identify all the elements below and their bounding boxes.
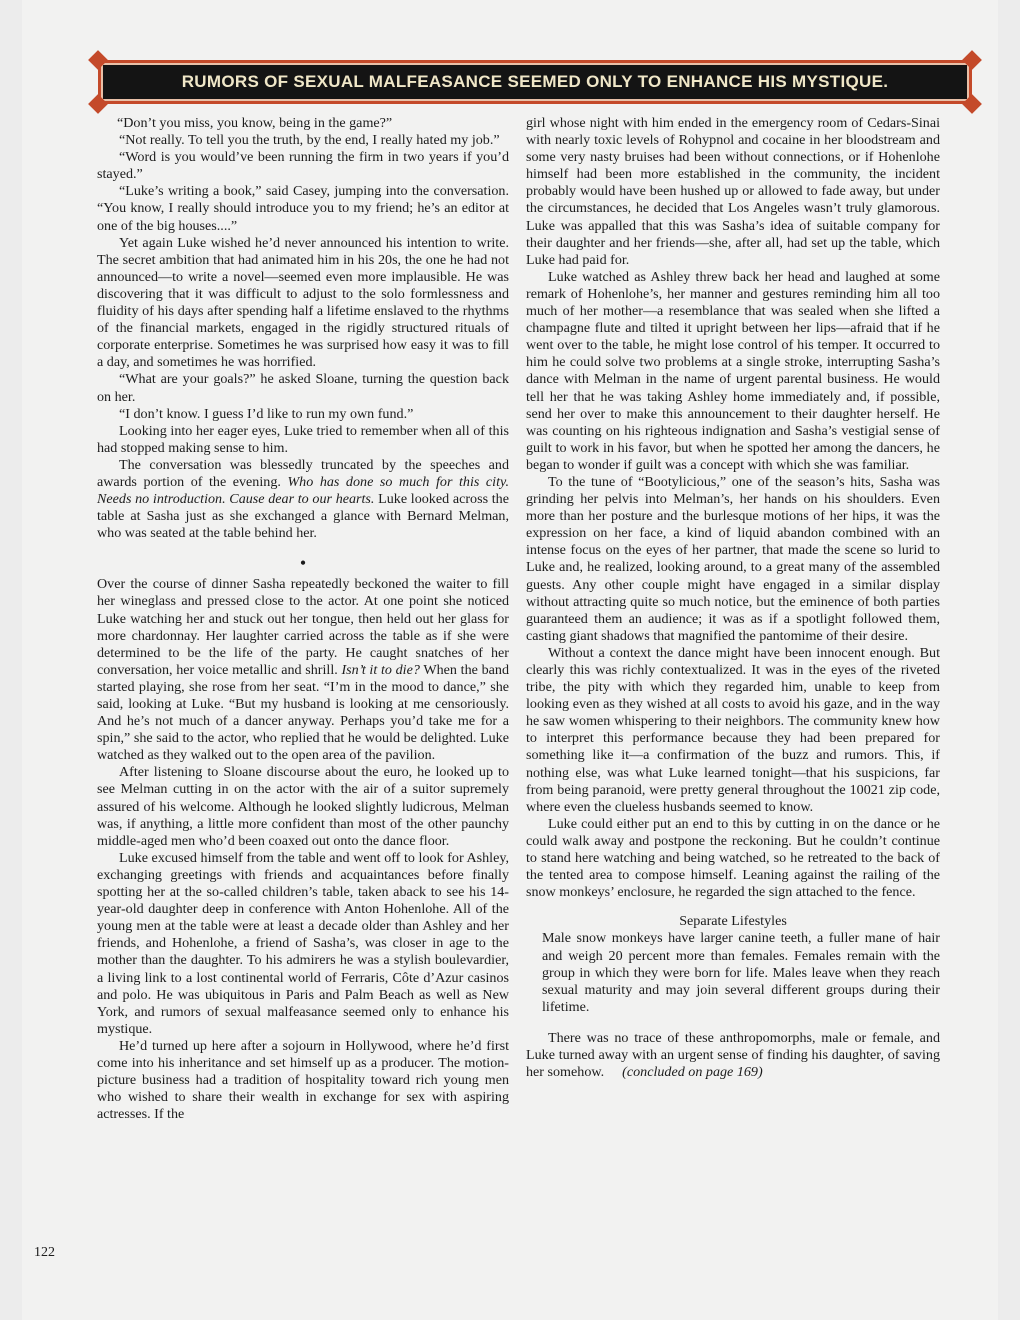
paragraph: To the tune of “Bootylicious,” one of the season’s hits, Sasha was grinding her pelvis into Melman’s, her hands on his shoulders. Even more than her posture and the burlesque motions of her hips, it was the expression on her face, a kind of liquid abandon combined with an intense focus on the eyes of her partner, that made the scene so lurid to Luke and, he realized, looking around, to a great many of the assembled guests. Any other couple might have engaged in a similar display without attracting quite so much notice, but the eminence of both parties guaranteed them an audience; it was as if a spotlight followed them, casting giant shadows that magnified the pantomime of their desire. xyxy=(526,473,940,644)
paragraph: Without a context the dance might have been innocent enough. But clearly this was richly contextualized. It was in the eyes of the riveted tribe, the pity with which they regarded him, unable to keep from looking even as they wished at all costs to avoid his gaze, and in the way he saw women whispering to their neighbors. The community knew how to interpret this performance because they had been prepared for something like it—a confirmation of the buzz and rumors. This, if nothing else, was what Luke learned tonight—that his suspicions, far from being paranoid, were pretty general throughout the 10021 zip code, where even the clueless husbands seemed to know. xyxy=(526,644,940,815)
paragraph: He’d turned up here after a sojourn in Hollywood, where he’d first come into his inheritance and set himself up as a producer. The motion-picture business had a tradition of hospitality toward rich young men who wished to share their wealth in exchange for sex with aspiring actresses. If the xyxy=(97,1037,509,1123)
closing-paragraph xyxy=(526,1030,940,1081)
italic-speech-fragments: Who has done so much for this city. Needs no introduction. Cause dear to our hearts. xyxy=(97,473,509,508)
paragraph: Yet again Luke wished he’d never announced his intention to write. The secret ambition that had animated him in his 20s, the one he had not announced—to write a novel—seemed even more implausible. He was discovering that it was difficult to adjust to the solo formlessness and fluidity of his days after spending half a lifetime enslaved to the rhythms of the financial markets, engaged in the rigidly structured rituals of corporate enterprise. Sometimes he was surprised how easy it was to fill a day, and sometimes he was horrified. xyxy=(97,234,509,371)
paragraph: After listening to Sloane discourse about the euro, he looked up to see Melman cutting in on the actor with the air of a suitor supremely assured of his welcome. Although he looked slightly ludicrous, Melman was, if anything, a little more confident than most of the other paunchy middle-aged men who’d been coaxed out onto the dance floor. xyxy=(97,764,509,849)
paragraph: Luke could either put an end to this by cutting in on the dance or he could walk away and postpone the reckoning. But he couldn’t continue to stand here watching and being watched, so he retreated to the back of the tented area to compose himself. Leaning against the railing of the snow monkeys’ enclosure, he regarded the sign attached to the fence. xyxy=(526,815,940,901)
paragraph-text: There was no trace of these anthropomorphs, male or female, and Luke turned away with an urgent sense of finding his daughter, of saving her somehow. xyxy=(526,1029,940,1081)
spacer xyxy=(526,1016,940,1030)
paragraph: “I don’t know. I guess I’d like to run my own fund.” xyxy=(119,405,414,422)
pull-quote-banner xyxy=(98,60,972,104)
paragraph: “What are your goals?” he asked Sloane, turning the question back on her. xyxy=(97,371,509,405)
sign-text: Male snow monkeys have larger canine teeth, a fuller mane of hair and weigh 20 percent more than females. Females remain with the group in which they were born for life. Males leave when they reach sexual maturity and may join several different groups during their lifetime. xyxy=(542,930,940,1015)
banner-corner-ornament xyxy=(962,50,982,70)
sign-title: Separate Lifestyles xyxy=(679,913,787,930)
paragraph: Looking into her eager eyes, Luke tried to remember when all of this had stopped making sense to him. xyxy=(97,422,509,456)
paragraph: “Luke’s writing a book,” said Casey, jumping into the conversation. “You know, I really should introduce you to my friend; he’s an editor at one of the big houses....” xyxy=(97,183,509,234)
magazine-page xyxy=(22,0,998,1320)
right-text-column xyxy=(526,115,940,1081)
paragraph-text: Luke looked across the table at Sasha just as she exchanged a glance with Bernard Melman, who was seated at the table behind her. xyxy=(97,491,509,542)
paragraph: “Word is you would’ve been running the firm in two years if you’d stayed.” xyxy=(97,149,509,183)
paragraph: Luke watched as Ashley threw back her head and laughed at some remark of Hohenlohe’s, her manner and gestures reminding him all too much of her mother—a resemblance that was sealed when she lifted a champagne flute and tilted it upright between her lips—afraid that if he went over to the table, he might lose control of his temper. It occurred to him he could solve two problems at a single stroke, interrupting Sasha’s dance with Melman in the name of urgent parental business. He would tell her that he was taking Ashley home immediately and, if possible, send her over to make this announcement to their daughter herself. He was counting on his righteous indignation and Sasha’s vestigial sense of guilt to work in his favor, but when he spotted her among the dancers, he began to wonder if guilt was a concept with which she was familiar. xyxy=(526,268,940,473)
banner-corner-ornament xyxy=(88,94,108,114)
paragraph: girl whose night with him ended in the emergency room of Cedars-Sinai with nearly toxic levels of Rohypnol and cocaine in her bloodstream and some very nasty bruises had been without connections, or if Hohenlohe himself had been more established in the community, the incident probably would have been hushed up or allowed to fade away, but under the circumstances, he decided that Los Angeles wasn’t truly glamorous. Luke was appalled that this was Sasha’s idea of suitable company for their daughter and her friends—she, after all, had set up the table, which Luke had paid for. xyxy=(526,115,940,268)
paragraph: “Not really. To tell you the truth, by the end, I really hated my job.” xyxy=(119,132,500,149)
section-break-bullet: • xyxy=(299,553,307,574)
paragraph: Luke excused himself from the table and went off to look for Ashley, exchanging greetings with friends and acquaintances before finally spotting her at the so-called children’s table, taken aback to see his 14-year-old daughter deep in conference with Anton Hohenlohe. All of the young men at the table were at least a decade older than Ashley and her friends, and Hohenlohe, a friend of Sasha’s, was closer in age to the mother than the daughter. To his admirers he was a stylish boulevardier, a living link to a lost continental world of Ferraris, Côte d’Azur casinos and polo. He was ubiquitous in Paris and Palm Beach as well as New York, and rumors of sexual malfeasance seemed only to enhance his mystique. xyxy=(97,849,509,1037)
continuation-note: (concluded on page 169) xyxy=(622,1064,763,1081)
italic-speech-fragment: Isn’t it to die? xyxy=(341,661,420,678)
banner-corner-ornament xyxy=(962,94,982,114)
paragraph: “Don’t you miss, you know, being in the game?” xyxy=(117,115,393,131)
paragraph-text: The conversation was blessedly truncated by the speeches and awards portion of the evening. xyxy=(97,456,509,490)
page-number: 122 xyxy=(34,1245,55,1260)
left-text-column xyxy=(97,115,509,1123)
paragraph xyxy=(97,576,509,764)
banner-corner-ornament xyxy=(88,50,108,70)
paragraph-text: Over the course of dinner Sasha repeatedly beckoned the waiter to fill her wineglass and pressed close to the actor. At one point she noticed Luke watching her and stuck out her tongue, then held out her glass for more chardonnay. Her laughter carried across the table as if she were determined to be the life of the party. He caught snatches of her conversation, her voice metallic and shrill. xyxy=(97,576,509,678)
paragraph-text: When the band started playing, she rose from her seat. “I’m in the mood to dance,” she said, looking at Luke. “But my husband is looking at me censoriously. And he’s not much of a dancer anyway. Perhaps you’d take me for a spin,” she said to the actor, who replied that he would be delighted. Luke watched as they walked out to the open area of the pavilion. xyxy=(97,661,509,764)
pull-quote-text: RUMORS OF SEXUAL MALFEASANCE SEEMED ONLY TO ENHANCE HIS MYSTIQUE. xyxy=(181,72,889,91)
paragraph xyxy=(97,457,509,542)
